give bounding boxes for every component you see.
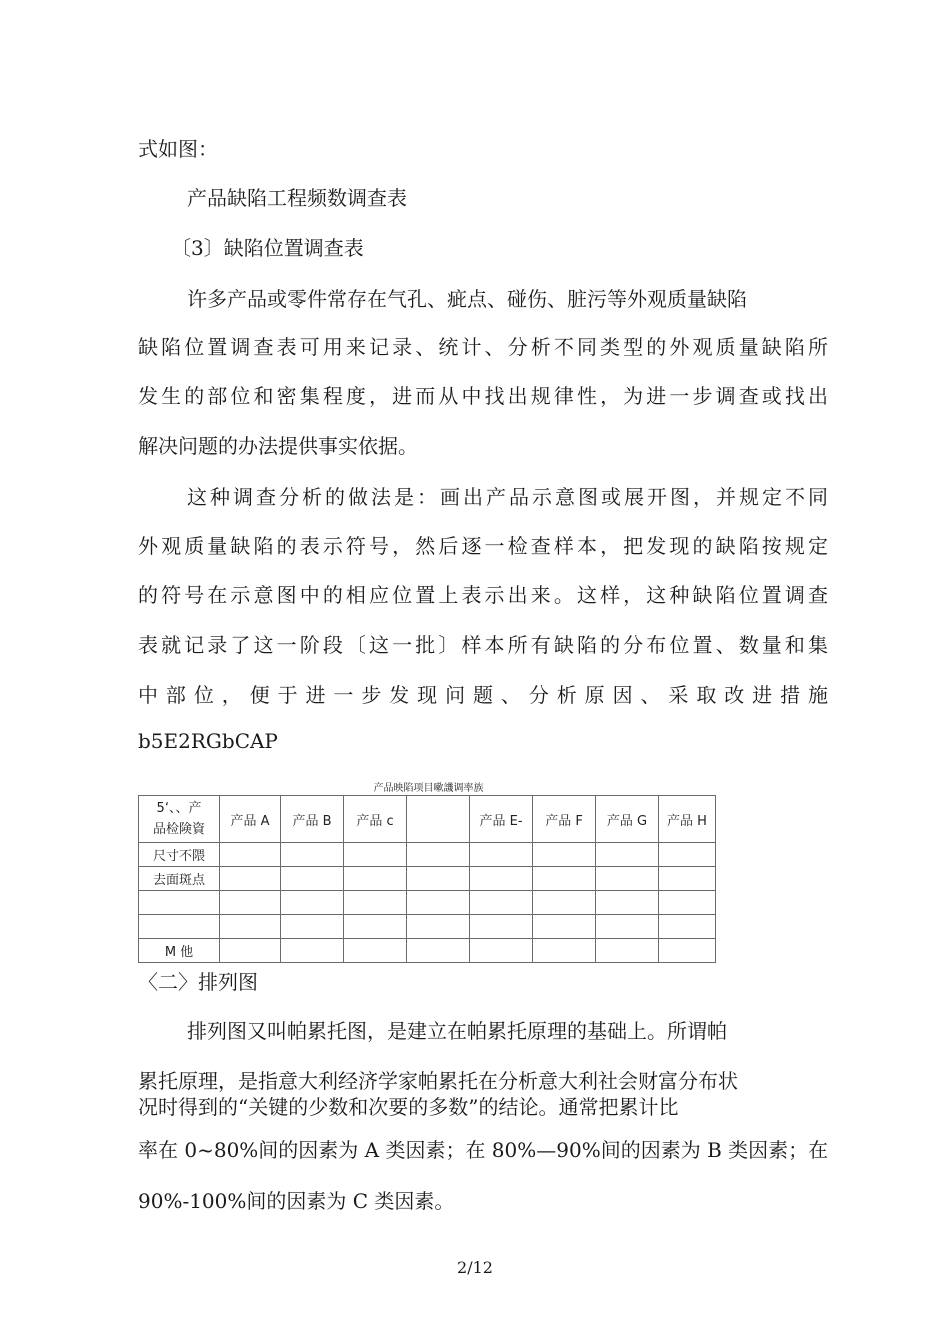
column-header: 产品 H bbox=[659, 796, 716, 843]
text-line-6: 发生的部位和密集程度，进而从中找出规律性，为进一步调查或找出 bbox=[138, 384, 828, 408]
defect-frequency-table bbox=[138, 795, 716, 963]
text-line-12: 中部位，便于进一步发现问题、分析原因、采取改进措施 bbox=[138, 683, 828, 707]
text-line-8: 这种调查分析的做法是：画出产品示意图或展开图，并规定不同 bbox=[187, 485, 828, 509]
text-line-7: 解决问题的办法提供事实依据。 bbox=[138, 434, 418, 458]
table-caption: 产品映陷项目嗽譏调率族 bbox=[373, 783, 484, 794]
text-line-17: 况时得到的“关键的少数和次要的多数”的结论。通常把累计比 bbox=[138, 1095, 679, 1119]
text-line-15: 排列图又叫帕累托图，是建立在帕累托原理的基础上。所谓帕 bbox=[187, 1019, 727, 1043]
column-header: 产品 E- bbox=[470, 796, 533, 843]
text-line-10: 的符号在示意图中的相应位置上表示出来。这样，这种缺陷位置调查 bbox=[138, 583, 828, 607]
column-header: 产品 c bbox=[344, 796, 407, 843]
column-header: 产品 B bbox=[281, 796, 344, 843]
table-header-row bbox=[139, 796, 716, 843]
corner-text-bottom: 品检険資 bbox=[152, 822, 205, 837]
table-row bbox=[139, 939, 716, 963]
section-heading-defect-location: 〔3〕缺陷位置调查表 bbox=[171, 236, 364, 260]
text-line-9: 外观质量缺陷的表示符号，然后逐一检查样本，把发现的缺陷按规定 bbox=[138, 534, 828, 558]
table-row bbox=[139, 867, 716, 891]
row-label: 去面斑点 bbox=[139, 867, 220, 891]
row-label: 尺寸不隈 bbox=[139, 843, 220, 867]
column-header bbox=[407, 796, 470, 843]
table-row bbox=[139, 843, 716, 867]
table-row bbox=[139, 891, 716, 915]
text-line-19: 90%-100%间的因素为 C 类因素。 bbox=[138, 1189, 455, 1213]
table-row bbox=[139, 915, 716, 939]
text-line-16: 累托原理，是指意大利经济学家帕累托在分析意大利社会财富分布状 bbox=[138, 1069, 738, 1093]
column-header: 产品 A bbox=[220, 796, 281, 843]
row-label bbox=[139, 915, 220, 939]
text-line-18: 率在 0~80%间的因素为 A 类因素；在 80%—90%间的因素为 B 类因素；在 bbox=[138, 1138, 829, 1162]
text-line-13: b5E2RGbCAP bbox=[138, 729, 278, 753]
column-header: 产品 G bbox=[596, 796, 659, 843]
column-header: 产品 F bbox=[533, 796, 596, 843]
row-label bbox=[139, 891, 220, 915]
text-line-2: 产品缺陷工程频数调查表 bbox=[187, 186, 407, 210]
row-label: M 他 bbox=[139, 939, 220, 963]
section-heading-pareto: 〈二〉排列图 bbox=[138, 970, 258, 994]
corner-text-top: 5‘、、产 bbox=[156, 801, 202, 816]
text-line-11: 表就记录了这一阶段〔这一批〕样本所有缺陷的分布位置、数量和集 bbox=[138, 633, 828, 657]
text-line-5: 缺陷位置调查表可用来记录、统计、分析不同类型的外观质量缺陷所 bbox=[138, 335, 828, 359]
text-line-4: 许多产品或零件常存在气孔、疵点、碰伤、脏污等外观质量缺陷 bbox=[187, 287, 747, 311]
text-line-1: 式如图： bbox=[138, 137, 218, 161]
page-number: 2/12 bbox=[457, 1258, 493, 1277]
table-corner-cell bbox=[139, 796, 220, 843]
